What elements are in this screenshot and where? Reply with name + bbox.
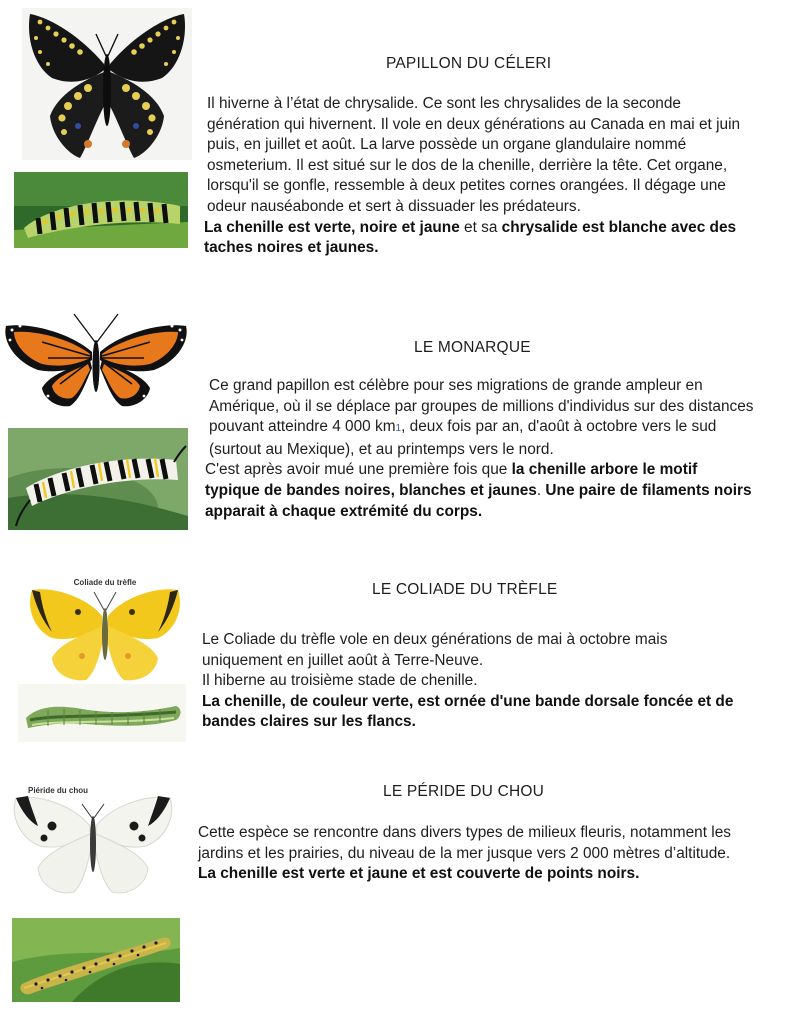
species-title: PAPILLON DU CÉLERI (386, 55, 552, 72)
text-run: 1 (395, 423, 402, 435)
paragraph (198, 823, 758, 864)
species-title: LE MONARQUE (414, 339, 531, 356)
paragraph (198, 864, 758, 885)
text-run: Il hiverne à l’état de chrysalide. Ce sont les chrysalides de la seconde génération qui hivernent. Il vole en deux générations au Canada en mai et juin puis, en juillet et août. La larve possède un organe glandulaire nommé osmeterium. Il est situé sur le dos de la chenille, derrière la tête. Cet organe, lorsqu'il se gonfle, ressemble à deux petites cornes orangées. Il dégage une odeur nauséabonde et sert à dissuader les prédateurs. (207, 95, 741, 215)
monarch-caterpillar-icon (8, 428, 188, 530)
paragraph (202, 692, 752, 733)
bold-text: la chenille arbore le motif typique de bandes noires, blanches et jaunes (205, 461, 698, 499)
text-run: Le Coliade du trèfle vole en deux générations de mai à octobre mais uniquement en juillet août à Terre-Neuve. (202, 631, 668, 669)
monarch-butterfly-icon (2, 312, 190, 410)
species-title: LE COLIADE DU TRÈFLE (372, 581, 558, 598)
paragraph (202, 630, 752, 671)
bold-text: chrysalide est blanche avec des taches noires et jaunes. (204, 218, 737, 257)
species-description (205, 376, 755, 522)
bold-text: La chenille est verte et jaune et est couverte de points noirs. (198, 865, 640, 883)
species-section-celeri (0, 0, 787, 300)
sulphur-caterpillar-icon (18, 684, 186, 742)
text-run: , deux fois par an, d'août à octobre vers le sud (surtout au Mexique), et au printemps vers le nord. (209, 418, 717, 458)
species-section-pieride (0, 760, 787, 1023)
species-section-coliade (0, 560, 787, 760)
species-description (204, 94, 752, 259)
paragraph (204, 94, 752, 218)
text-run: Il hiberne au troisième stade de chenille. (202, 672, 478, 690)
paragraph (202, 671, 752, 692)
paragraph (205, 376, 755, 460)
text-run: C'est après avoir mué une première fois que (205, 461, 512, 479)
clouded-sulphur-butterfly-icon (24, 576, 186, 682)
bold-text: La chenille, de couleur verte, est ornée d'une bande dorsale foncée et de bandes claires sur les flancs. (202, 692, 734, 731)
species-title: LE PÉRIDE DU CHOU (383, 783, 545, 800)
species-description (198, 823, 758, 885)
image-caption: Piéride du chou (28, 786, 89, 795)
swallowtail-caterpillar-icon (14, 172, 188, 248)
text-run: . (536, 481, 546, 499)
text-run: Ce grand papillon est célèbre pour ses migrations de grande ampleur en Amérique, où il se déplace par groupes de millions d'individus sur des distances pouvant atteindre 4 000 km (209, 377, 754, 436)
species-description (202, 630, 752, 733)
species-section-monarque (0, 300, 787, 560)
bold-text: La chenille est verte, noire et jaune (204, 218, 460, 236)
bold-text: Une paire de filaments noirs apparait à chaque extrémité du corps. (205, 481, 752, 520)
paragraph (204, 218, 752, 259)
image-caption: Coliade du trèfle (73, 578, 137, 587)
cabbage-white-butterfly-icon (8, 782, 178, 898)
text-run: et sa (459, 218, 502, 236)
text-run: Cette espèce se rencontre dans divers types de milieux fleuris, notamment les jardins et les prairies, du niveau de la mer jusque vers 2 000 mètres d’altitude. (198, 824, 731, 862)
paragraph (205, 460, 755, 522)
black-swallowtail-butterfly-icon (22, 8, 192, 160)
cabbage-caterpillar-icon (12, 918, 180, 1002)
